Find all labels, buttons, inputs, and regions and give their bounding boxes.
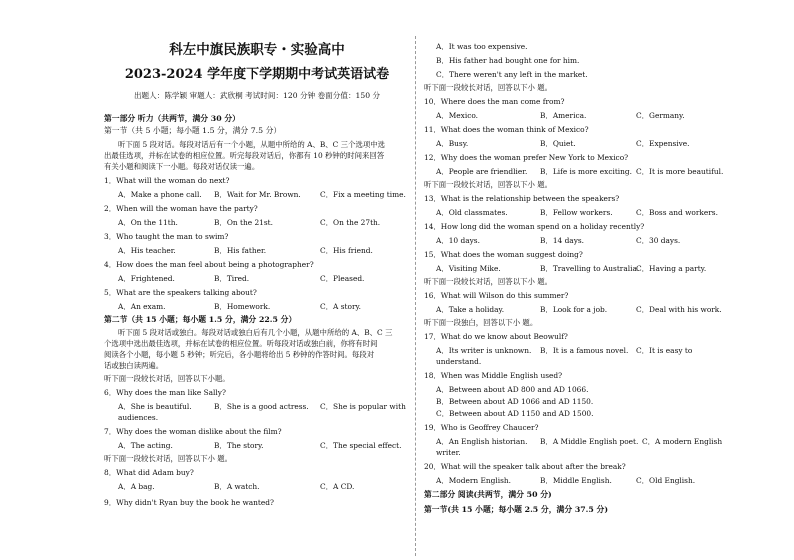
question-stem: 14．How long did the woman spend on a holiday recently? (424, 222, 645, 231)
option-a: A．Busy. (436, 139, 469, 148)
option-b: B．Tired. (214, 274, 250, 283)
option-b: B．Life is more exciting. (540, 167, 632, 176)
option-c: C．30 days. (636, 236, 681, 245)
part2-title: 第二部分 阅读(共两节，满分 50 分) (424, 490, 552, 499)
option-b: B．Between about AD 1066 and AD 1150. (436, 397, 594, 406)
option-c-continued: audiences. (118, 413, 159, 422)
option-c: C．Between about AD 1150 and AD 1500. (436, 409, 594, 418)
part1-sec1-title: 第一节（共 5 小题；每小题 1.5 分，满分 7.5 分） (104, 126, 282, 135)
option-c: C．Old English. (636, 476, 696, 485)
option-c: C．There weren't any left in the market. (436, 70, 588, 79)
question-stem: 1．What will the woman do next? (104, 176, 230, 185)
option-c: C．Fix a meeting time. (320, 190, 406, 199)
option-b: B．Homework. (214, 302, 271, 311)
option-c: C．Expensive. (636, 139, 690, 148)
option-c: C．Having a party. (636, 264, 707, 273)
question-stem: 18．When was Middle English used? (424, 371, 563, 380)
sec2-instr-line: 听下面 5 段对话或独白。每段对话或独白后有几个小题，从题中所给的 A、B、C 三 (118, 328, 393, 337)
option-a: A．Make a phone call. (118, 190, 202, 199)
option-b: B．She is a good actress. (214, 402, 309, 411)
option-c: C．A modern English (642, 437, 723, 446)
question-stem: 12．Why does the woman prefer New York to Mexico? (424, 153, 629, 162)
listen-instruction: 听下面一段较长对话，回答以下小 题。 (424, 277, 552, 286)
option-b: B．Wait for Mr. Brown. (214, 190, 301, 199)
sec1-instr-line: 听下面 5 段对话。每段对话后有一个小题，从题中所给的 A、B、C 三个选项中选 (118, 140, 386, 149)
option-b: B．Quiet. (540, 139, 576, 148)
question-stem: 9．Why didn't Ryan buy the book he wanted? (104, 498, 274, 507)
option-c: C．Deal with his work. (636, 305, 722, 314)
option-a: A．Modern English. (436, 476, 512, 485)
question-stem: 11．What does the woman think of Mexico? (424, 125, 589, 134)
question-stem: 13．What is the relationship between the speakers? (424, 194, 620, 203)
option-a: A．Mexico. (436, 111, 479, 120)
option-c-continued: understand. (436, 357, 482, 366)
question-stem: 20．What will the speaker talk about after the break? (424, 462, 626, 471)
option-a: A．A bag. (118, 482, 155, 491)
question-stem: 10．Where does the man come from? (424, 97, 565, 106)
option-c-continued: writer. (436, 448, 461, 457)
option-a: A．Between about AD 800 and AD 1066. (436, 385, 589, 394)
listen-instruction: 听下面一段较长对话，回答以下小 题。 (424, 83, 552, 92)
option-b: B．Travelling to Australia. (540, 264, 640, 273)
option-c: C．Germany. (636, 111, 685, 120)
part1-sec2-title: 第二节（共 15 小题；每小题 1.5 分，满分 22.5 分） (104, 315, 297, 324)
option-c: C．His friend. (320, 246, 373, 255)
exam-meta: 出题人：陈学颖 审题人：武欣桐 考试时间：120 分钟 卷面分值：150 分 (133, 91, 381, 100)
option-a: A．Old classmates. (436, 208, 508, 217)
option-b: B．His father had bought one for him. (436, 56, 580, 65)
question-stem: 17．What do we know about Beowulf? (424, 332, 568, 341)
option-b: B．It is a famous novel. (540, 346, 629, 355)
listen-instruction: 听下面一段独白，回答以下小 题。 (424, 318, 538, 327)
option-b: B．A Middle English poet. (540, 437, 639, 446)
option-b: B．On the 21st. (214, 218, 273, 227)
sec2-instr-line: 个选项中选出最佳选项，并标在试卷的相应位置。听每段对话或独白前，你将有时间 (104, 339, 378, 348)
option-c: C．Pleased. (320, 274, 365, 283)
option-b: B．Fellow workers. (540, 208, 613, 217)
option-a: A．It was too expensive. (436, 42, 528, 51)
option-a: A．Visiting Mike. (436, 264, 501, 273)
option-a: A．His teacher. (118, 246, 176, 255)
listen-instruction: 听下面一段较长对话，回答以下小 题。 (104, 454, 232, 463)
option-a: A．Its writer is unknown. (436, 346, 532, 355)
exam-title: 2023-2024 学年度下学期期中考试英语试卷 (124, 67, 390, 82)
school-title: 科左中旗民族职专・实验高中 (169, 42, 345, 58)
option-a: A．She is beautiful. (118, 402, 192, 411)
option-c: C．It is more beautiful. (636, 167, 724, 176)
option-c: C．Boss and workers. (636, 208, 718, 217)
part2-sec1-title: 第一节(共 15 小题；每小题 2.5 分，满分 37.5 分) (424, 505, 609, 514)
sec1-instr-line: 出最佳选项，并标在试卷的相应位置。听完每段对话后，你都有 10 秒钟的时间来回答 (104, 151, 385, 160)
part1-title: 第一部分 听力（共两节，满分 30 分） (104, 114, 240, 123)
option-c: C．It is easy to (636, 346, 693, 355)
question-stem: 2．When will the woman have the party? (104, 204, 258, 213)
question-stem: 8．What did Adam buy? (104, 468, 194, 477)
option-a: A．An English historian. (436, 437, 528, 446)
option-a: A．10 days. (436, 236, 480, 245)
option-b: B．The story. (214, 441, 264, 450)
option-a: A．On the 11th. (118, 218, 178, 227)
question-stem: 19．Who is Geoffrey Chaucer? (424, 423, 539, 432)
option-c: C．A CD. (320, 482, 355, 491)
question-stem: 3．Who taught the man to swim? (104, 232, 229, 241)
option-b: B．America. (540, 111, 587, 120)
left-column (104, 0, 410, 560)
option-b: B．14 days. (540, 236, 585, 245)
sec1-instr-line: 有关小题和阅读下一小题。每段对话仅读一遍。 (104, 162, 260, 171)
question-stem: 4．How does the man feel about being a photographer? (104, 260, 314, 269)
listen-instruction: 听下面一段较长对话，回答以下小 题。 (424, 180, 552, 189)
right-column (424, 0, 724, 560)
option-b: B．A watch. (214, 482, 260, 491)
listen-instruction: 听下面一段较长对话，回答以下小题。 (104, 374, 230, 383)
option-c: C．On the 27th. (320, 218, 381, 227)
sec2-instr-line: 话或独白读两遍。 (104, 361, 164, 370)
question-stem: 15．What does the woman suggest doing? (424, 250, 583, 259)
option-b: B．His father. (214, 246, 267, 255)
column-divider (415, 36, 416, 556)
option-b: B．Middle English. (540, 476, 612, 485)
option-a: A．Frightened. (118, 274, 175, 283)
option-c: C．The special effect. (320, 441, 402, 450)
sec2-instr-line: 阅读各个小题，每小题 5 秒钟；听完后，各小题将给出 5 秒钟的作答时间。每段对 (104, 350, 375, 359)
question-stem: 7．Why does the woman dislike about the film? (104, 427, 282, 436)
option-b: B．Look for a job. (540, 305, 608, 314)
option-c: C．A story. (320, 302, 362, 311)
option-a: A．People are friendlier. (436, 167, 528, 176)
question-stem: 16．What will Wilson do this summer? (424, 291, 569, 300)
question-stem: 5．What are the speakers talking about? (104, 288, 257, 297)
option-c: C．She is popular with (320, 402, 406, 411)
option-a: A．Take a holiday. (436, 305, 505, 314)
question-stem: 6．Why does the man like Sally? (104, 388, 226, 397)
option-a: A．The acting. (118, 441, 173, 450)
option-a: A．An exam. (118, 302, 166, 311)
